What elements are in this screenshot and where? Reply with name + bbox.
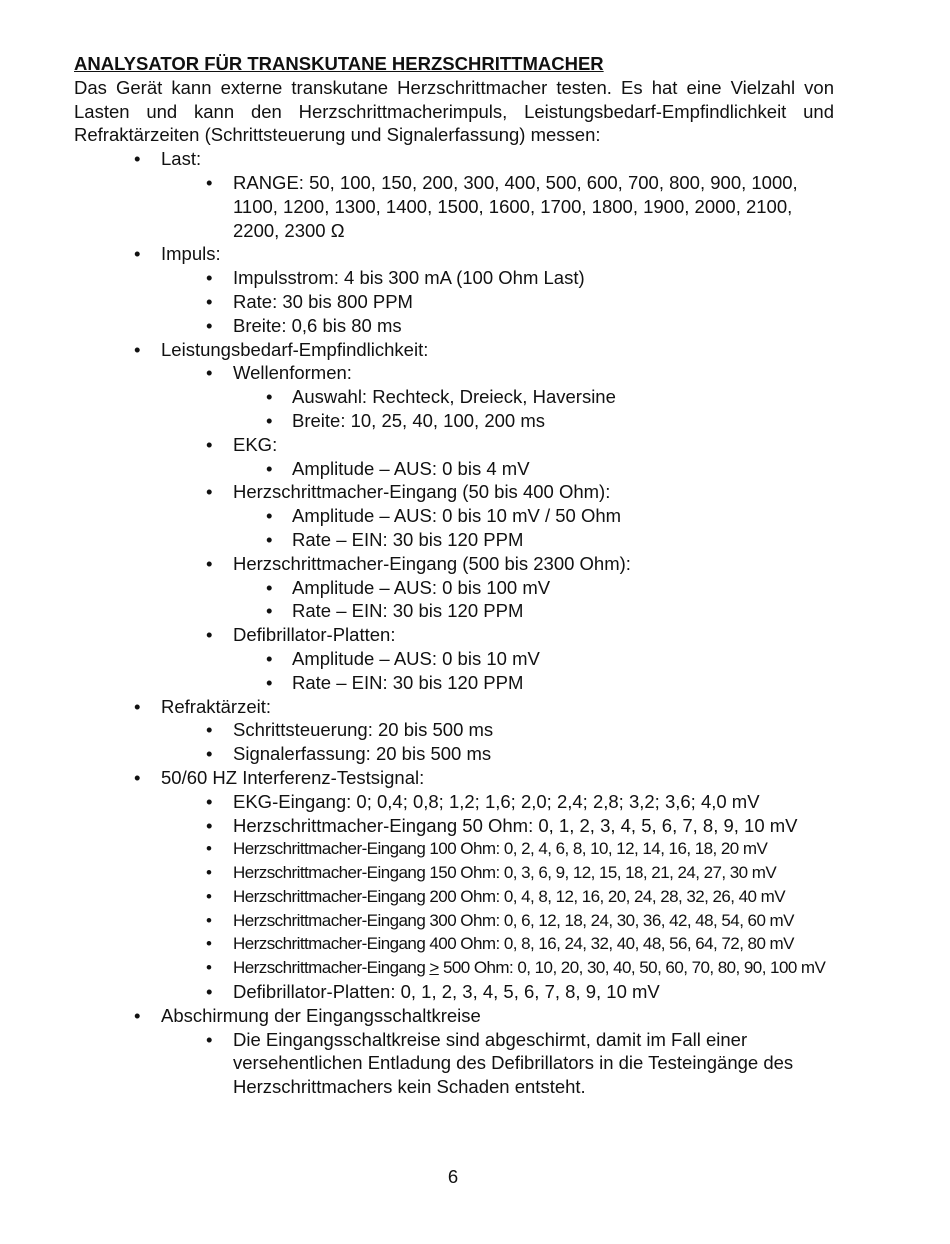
list-item: • Rate – EIN: 30 bis 120 PPM xyxy=(292,528,834,552)
list-item xyxy=(233,433,834,481)
section-title: ANALYSATOR FÜR TRANSKUTANE HERZSCHRITTMACHER xyxy=(74,53,604,74)
list-item: • Rate – EIN: 30 bis 120 PPM xyxy=(292,671,834,695)
refraktaer-label: Refraktärzeit: xyxy=(161,695,272,717)
list-item: • Amplitude – AUS: 0 bis 10 mV xyxy=(292,647,834,671)
list-item xyxy=(74,766,834,1004)
list-item: • Herzschrittmacher-Eingang 200 Ohm: 0, 4, 8, 12, 16, 20, 24, 28, 32, 26, 40 mV xyxy=(233,885,834,909)
list-item: • Schrittsteuerung: 20 bis 500 ms xyxy=(233,718,834,742)
hs50-label: Herzschrittmacher-Eingang (50 bis 400 Ohm): xyxy=(233,481,611,503)
list-item xyxy=(233,623,834,694)
page-number: 6 xyxy=(447,1166,459,1187)
list-item: • Herzschrittmacher-Eingang 150 Ohm: 0, 3, 6, 9, 12, 15, 18, 21, 24, 27, 30 mV xyxy=(233,861,834,885)
list-item xyxy=(233,361,834,432)
document-page xyxy=(74,52,834,1099)
defi-label: Defibrillator-Platten: xyxy=(233,624,396,646)
list-item: • Signalerfassung: 20 bis 500 ms xyxy=(233,742,834,766)
list-item xyxy=(74,147,834,242)
list-item: • RANGE: 50, 100, 150, 200, 300, 400, 500, 600, 700, 800, 900, 1000, 1100, 1200, 1300, 1400, 1500, 1600, 1700, 1800, 1900, 2000, 2100, 2200, 2300 Ω xyxy=(233,171,834,242)
spec-list xyxy=(74,147,834,1099)
list-item: • Auswahl: Rechteck, Dreieck, Haversine xyxy=(292,385,834,409)
intro-paragraph: Das Gerät kann externe transkutane Herzschrittmacher testen. Es hat eine Vielzahl von Lasten und kann den Herzschrittmacherimpuls, Leistungsbedarf-Empfindlichkeit und Refraktärzeiten (Schrittsteuerung und Signalerfassung) messen: xyxy=(74,76,834,146)
list-item xyxy=(233,956,834,980)
list-item: • Rate: 30 bis 800 PPM xyxy=(233,290,834,314)
impuls-label: Impuls: xyxy=(161,243,221,265)
abschirmung-label: Abschirmung der Eingangsschaltkreise xyxy=(161,1004,481,1026)
list-item: • Herzschrittmacher-Eingang 300 Ohm: 0, 6, 12, 18, 24, 30, 36, 42, 48, 54, 60 mV xyxy=(233,909,834,933)
list-item xyxy=(233,552,834,623)
interferenz-label: 50/60 HZ Interferenz-Testsignal: xyxy=(161,766,425,788)
list-item: • Breite: 0,6 bis 80 ms xyxy=(233,314,834,338)
wellen-label: Wellenformen: xyxy=(233,362,352,384)
leistung-label: Leistungsbedarf-Empfindlichkeit: xyxy=(161,338,429,360)
hs500-prefix: Herzschrittmacher-Eingang xyxy=(233,958,430,978)
list-item: • Breite: 10, 25, 40, 100, 200 ms xyxy=(292,409,834,433)
list-item xyxy=(74,1004,834,1099)
list-item: • Herzschrittmacher-Eingang 100 Ohm: 0, 2, 4, 6, 8, 10, 12, 14, 16, 18, 20 mV xyxy=(233,837,834,861)
list-item: • Amplitude – AUS: 0 bis 10 mV / 50 Ohm xyxy=(292,504,834,528)
list-item xyxy=(74,338,834,695)
list-item: • Amplitude – AUS: 0 bis 100 mV xyxy=(292,576,834,600)
hs500-values: 500 Ohm: 0, 10, 20, 30, 40, 50, 60, 70, 80, 90, 100 mV xyxy=(438,958,826,978)
list-item: • Amplitude – AUS: 0 bis 4 mV xyxy=(292,457,834,481)
list-item xyxy=(74,242,834,337)
gte-symbol: > xyxy=(429,958,439,978)
list-item: • Herzschrittmacher-Eingang 400 Ohm: 0, 8, 16, 24, 32, 40, 48, 56, 64, 72, 80 mV xyxy=(233,932,834,956)
list-item: • Impulsstrom: 4 bis 300 mA (100 Ohm Last) xyxy=(233,266,834,290)
list-item: • Defibrillator-Platten: 0, 1, 2, 3, 4, 5, 6, 7, 8, 9, 10 mV xyxy=(233,980,834,1004)
list-item: • Die Eingangsschaltkreise sind abgeschirmt, damit im Fall einer versehentlichen Entladung des Defibrillators in die Testeingänge des Herzschrittmachers kein Schaden entsteht. xyxy=(233,1028,834,1099)
list-item: • Herzschrittmacher-Eingang 50 Ohm: 0, 1, 2, 3, 4, 5, 6, 7, 8, 9, 10 mV xyxy=(233,814,834,838)
list-item: • EKG-Eingang: 0; 0,4; 0,8; 1,2; 1,6; 2,0; 2,4; 2,8; 3,2; 3,6; 4,0 mV xyxy=(233,790,834,814)
list-item xyxy=(233,480,834,551)
list-item xyxy=(74,695,834,766)
list-item: • Rate – EIN: 30 bis 120 PPM xyxy=(292,599,834,623)
hs500-label: Herzschrittmacher-Eingang (500 bis 2300 Ohm): xyxy=(233,552,631,574)
last-label: Last: xyxy=(161,148,202,170)
ekg-label: EKG: xyxy=(233,433,278,455)
